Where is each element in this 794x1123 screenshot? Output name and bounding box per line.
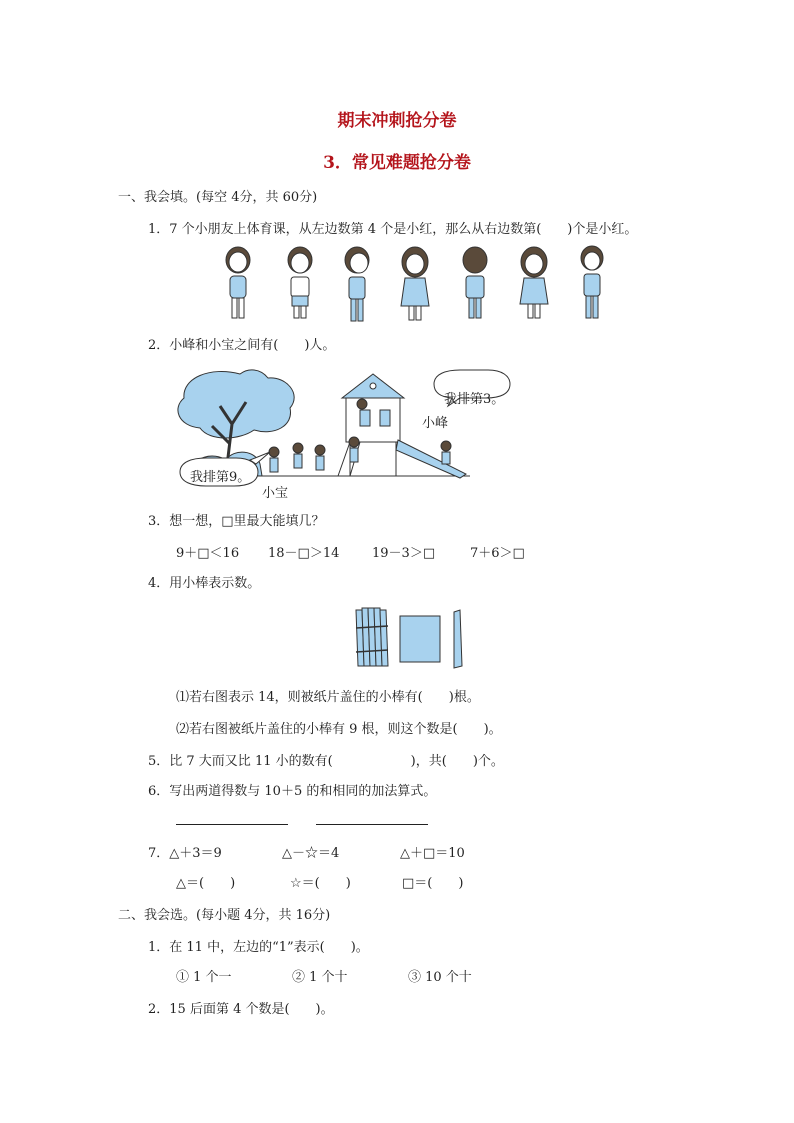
paper-cover	[400, 616, 440, 662]
q7-answer: △＝( )	[176, 876, 236, 891]
answer-line[interactable]	[316, 824, 428, 825]
page-title: 期末冲刺抢分卷	[337, 111, 457, 131]
q3-item: 9＋□＜16	[176, 546, 240, 561]
child-figure	[401, 247, 429, 320]
bubble-right-text: 我排第3。	[444, 392, 505, 407]
q7-equation: △＋□＝10	[400, 846, 465, 861]
question-2-2: 2．15 后面第 4 个数是( )。	[148, 1002, 334, 1017]
question-1-6: 6．写出两道得数与 10＋5 的和相同的加法算式。	[148, 784, 437, 799]
child-figure	[345, 247, 369, 321]
question-1-2: 2．小峰和小宝之间有( )人。	[148, 338, 336, 353]
child-figure	[520, 247, 548, 318]
question-1-3: 3．想一想，□里最大能填几？	[148, 514, 325, 529]
stick-bundle	[356, 608, 388, 666]
question-1-4: 4．用小棒表示数。	[148, 576, 261, 591]
question-1-4-part-2: ⑵若右图被纸片盖住的小棒有 9 根，则这个数是( )。	[176, 722, 502, 737]
seven-children-illustration	[212, 244, 612, 326]
question-1-4-part-1: ⑴若右图表示 14，则被纸片盖住的小棒有( )根。	[176, 690, 480, 705]
child-figure	[581, 246, 603, 318]
single-stick	[454, 610, 462, 668]
q3-item: 19－3＞□	[372, 546, 436, 561]
question-1-5: 5．比 7 大而又比 11 小的数有( )，共( )个。	[148, 754, 504, 769]
slide	[396, 440, 466, 478]
child-figure	[226, 247, 250, 318]
option-3[interactable]: ③ 10 个十	[408, 970, 472, 985]
section-1-heading: 一、我会填。(每空 4分，共 60分)	[118, 190, 318, 205]
q3-item: 18－□＞14	[268, 546, 340, 561]
q7-answer: ☆＝( )	[290, 876, 351, 891]
bubble-left-text: 我排第9。	[190, 470, 251, 485]
child-figure	[288, 247, 312, 318]
option-1[interactable]: ① 1 个一	[176, 970, 232, 985]
sticks-illustration	[350, 604, 480, 670]
question-1-1: 1．7 个小朋友上体育课，从左边数第 4 个是小红，那么从右边数第( )个是小红。	[148, 222, 638, 237]
question-2-1: 1．在 11 中，左边的“1”表示( )。	[148, 940, 369, 955]
page-subtitle: 3．常见难题抢分卷	[323, 153, 471, 173]
label-xiaofeng: 小峰	[422, 416, 449, 431]
label-xiaobao: 小宝	[262, 486, 289, 501]
section-2-heading: 二、我会选。(每小题 4分，共 16分)	[118, 908, 331, 923]
question-1-7: 7．△＋3＝9	[148, 846, 222, 861]
q7-equation: △－☆＝4	[282, 846, 340, 861]
option-2[interactable]: ② 1 个十	[292, 970, 348, 985]
tree-canopy	[178, 370, 294, 438]
answer-line[interactable]	[176, 824, 288, 825]
q3-item: 7＋6＞□	[470, 546, 525, 561]
q7-answer: □＝( )	[402, 876, 464, 891]
playhouse	[346, 398, 400, 442]
child-figure	[463, 247, 487, 318]
